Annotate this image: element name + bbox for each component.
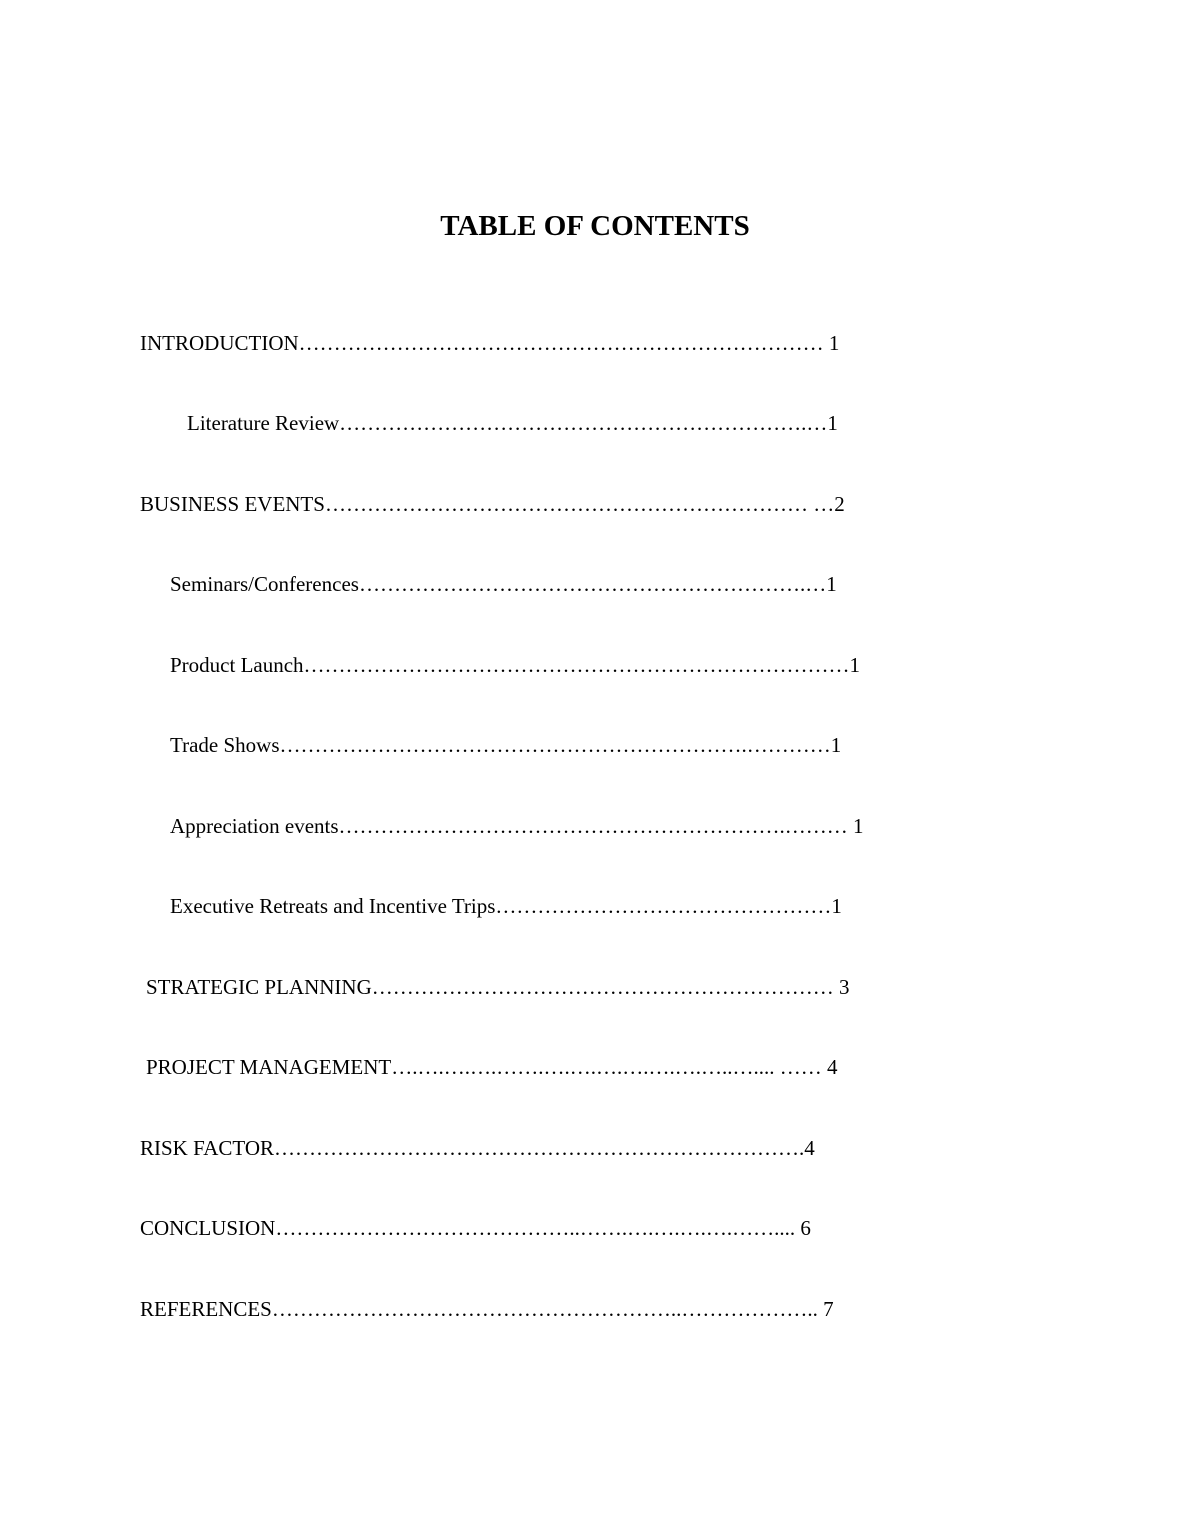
toc-entry-business-events: BUSINESS EVENTS…………………………………………………………… …2: [140, 492, 845, 516]
toc-entry-references: REFERENCES…………………………………………………..……………….. 7: [140, 1297, 834, 1321]
toc-entry-introduction: INTRODUCTION………………………………………………………………… 1: [140, 331, 840, 355]
toc-entry-project-management: PROJECT MANAGEMENT….….….….…….….….….….….….…..….... …… 4: [146, 1055, 838, 1079]
page-title: TABLE OF CONTENTS: [440, 210, 750, 242]
toc-entry-product-launch: Product Launch……………………………………………………………………1: [170, 653, 861, 677]
toc-entry-trade-shows: Trade Shows………………………………………………………….…………1: [170, 733, 842, 757]
toc-entry-risk-factor: RISK FACTOR………………………………………………………………….4: [140, 1136, 815, 1160]
toc-entry-strategic-planning: STRATEGIC PLANNING………………………………………………………… 3: [146, 975, 850, 999]
toc-entry-conclusion: CONCLUSION……………………………………..…….….….….….…….... 6: [140, 1216, 811, 1240]
toc-entry-literature-review: Literature Review………………………………………………………….…1: [187, 411, 838, 435]
toc-entry-seminars-conferences: Seminars/Conferences……………………………………………………….…1: [170, 572, 837, 596]
toc-entry-executive-retreats: Executive Retreats and Incentive Trips…………………………………………1: [170, 894, 842, 918]
toc-entry-appreciation-events: Appreciation events……………………………………………………….……… 1: [170, 814, 864, 838]
